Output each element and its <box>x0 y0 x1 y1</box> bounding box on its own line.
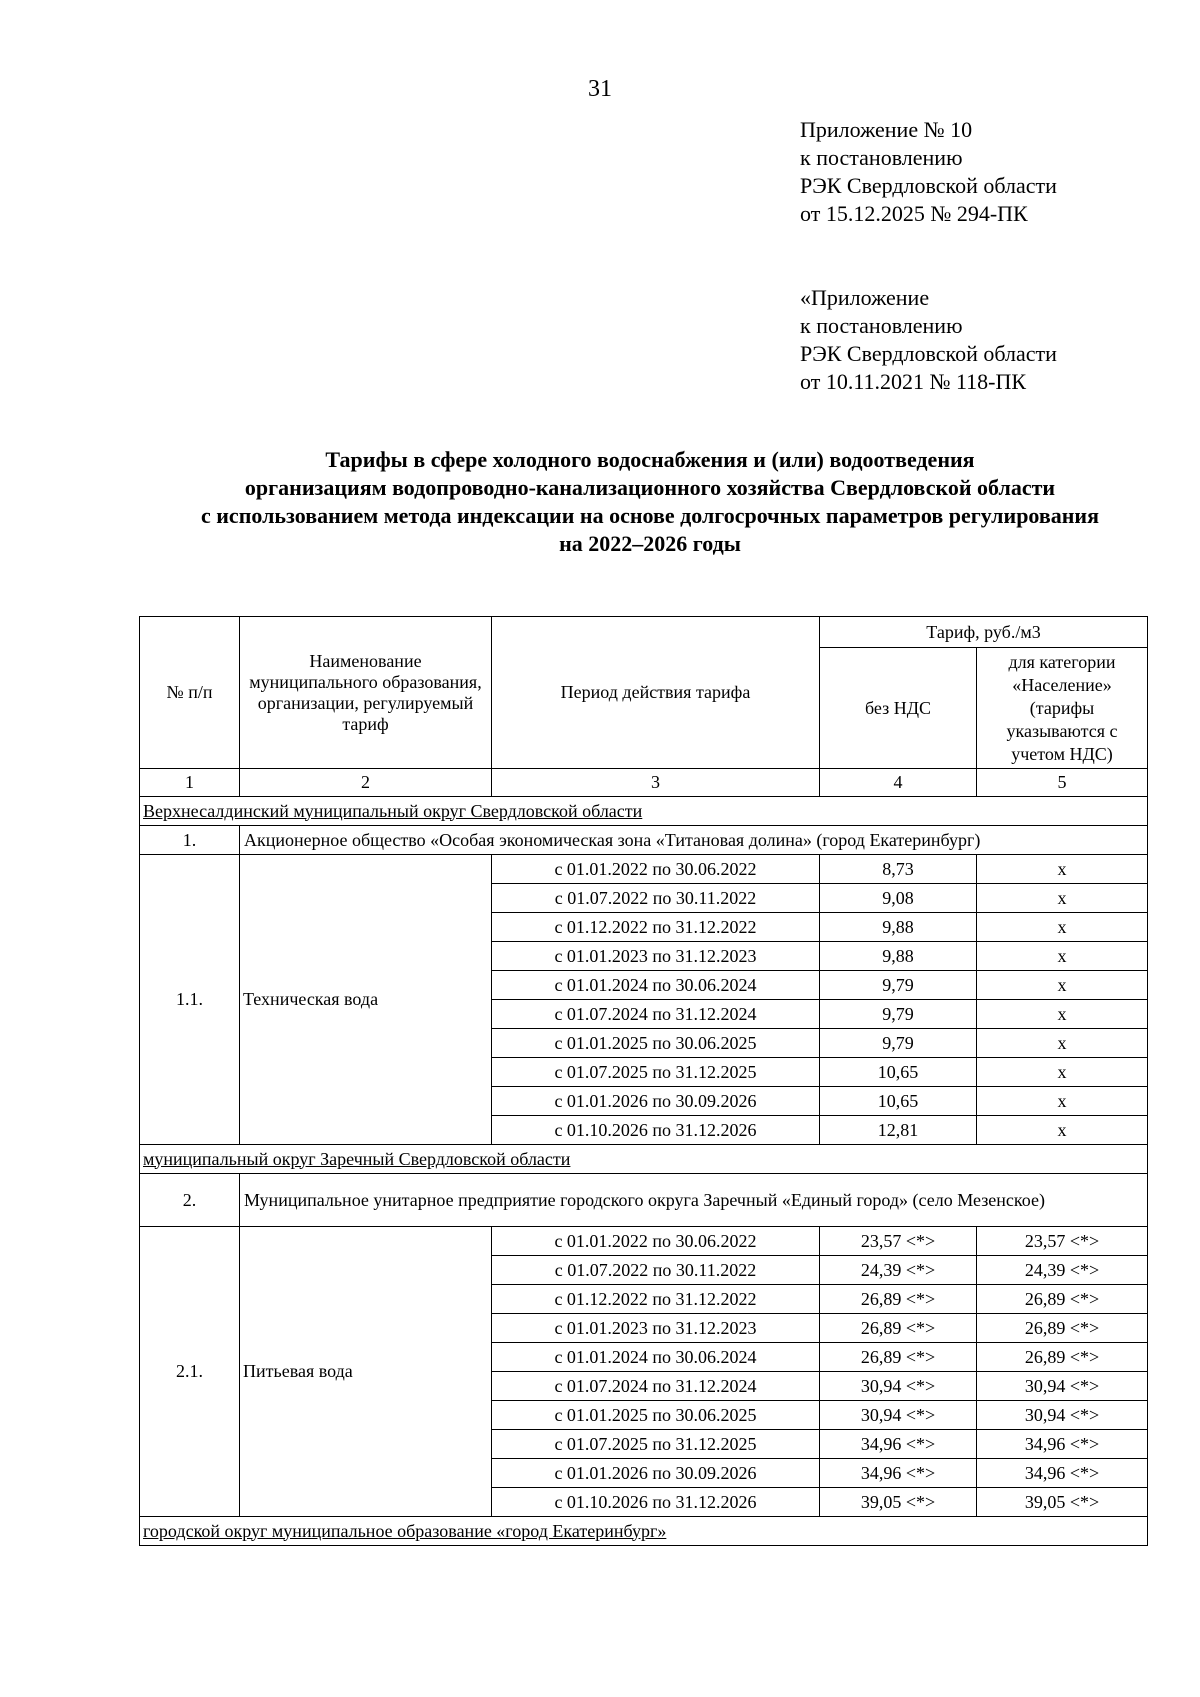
tariff-value-population: 26,89 <*> <box>977 1343 1148 1372</box>
tariff-value-no-vat: 26,89 <*> <box>820 1314 977 1343</box>
tariff-value-population: х <box>977 1116 1148 1145</box>
organization-num: 1. <box>140 826 240 855</box>
column-number: 3 <box>492 769 820 797</box>
appendix-line: «Приложение <box>800 285 930 310</box>
appendix-line: Приложение № 10 <box>800 117 973 142</box>
tariff-value-population: 26,89 <*> <box>977 1285 1148 1314</box>
tariff-period: с 01.07.2024 по 31.12.2024 <box>492 1372 820 1401</box>
tariff-period: с 01.01.2026 по 30.09.2026 <box>492 1459 820 1488</box>
tariff-value-population: 24,39 <*> <box>977 1256 1148 1285</box>
header-tariff: Тариф, руб./м3 <box>820 617 1148 648</box>
tariff-value-population: х <box>977 884 1148 913</box>
header-population: для категории «Население» (тарифы указываются с учетом НДС) <box>977 648 1148 769</box>
section-title: муниципальный округ Заречный Свердловской области <box>140 1145 1148 1174</box>
tariff-value-no-vat: 34,96 <*> <box>820 1430 977 1459</box>
tariff-value-no-vat: 26,89 <*> <box>820 1343 977 1372</box>
tariff-period: с 01.01.2023 по 31.12.2023 <box>492 1314 820 1343</box>
header-name: Наименование муниципального образования, организации, регулируемый тариф <box>240 617 492 769</box>
tariff-value-no-vat: 34,96 <*> <box>820 1459 977 1488</box>
tariff-value-no-vat: 9,88 <box>820 942 977 971</box>
tariff-period: с 01.07.2025 по 31.12.2025 <box>492 1058 820 1087</box>
appendix-line: к постановлению <box>800 313 963 338</box>
tariff-value-population: х <box>977 942 1148 971</box>
tariff-value-no-vat: 9,79 <box>820 971 977 1000</box>
tariff-value-population: х <box>977 1029 1148 1058</box>
tariff-value-no-vat: 9,79 <box>820 1029 977 1058</box>
tariff-period: с 01.01.2023 по 31.12.2023 <box>492 942 820 971</box>
tariff-period: с 01.07.2024 по 31.12.2024 <box>492 1000 820 1029</box>
organization-row <box>140 826 1148 855</box>
tariff-row <box>140 1227 1148 1256</box>
tariff-value-population: 30,94 <*> <box>977 1401 1148 1430</box>
tariff-value-no-vat: 24,39 <*> <box>820 1256 977 1285</box>
tariff-period: с 01.01.2022 по 30.06.2022 <box>492 1227 820 1256</box>
title-line: Тарифы в сфере холодного водоснабжения и (или) водоотведения <box>325 447 975 472</box>
appendix-line: от 15.12.2025 № 294-ПК <box>800 201 1028 226</box>
tariff-value-population: х <box>977 1087 1148 1116</box>
column-number: 4 <box>820 769 977 797</box>
appendix-line: РЭК Свердловской области <box>800 341 1057 366</box>
tariff-value-population: 34,96 <*> <box>977 1430 1148 1459</box>
appendix-line: от 10.11.2021 № 118-ПК <box>800 369 1027 394</box>
tariff-value-no-vat: 10,65 <box>820 1087 977 1116</box>
tariff-value-no-vat: 8,73 <box>820 855 977 884</box>
tariff-num: 2.1. <box>140 1227 240 1517</box>
tariff-value-no-vat: 9,88 <box>820 913 977 942</box>
tariff-value-population: 30,94 <*> <box>977 1372 1148 1401</box>
tariff-value-no-vat: 39,05 <*> <box>820 1488 977 1517</box>
appendix-line: РЭК Свердловской области <box>800 173 1057 198</box>
appendix-original-reference <box>800 284 1057 396</box>
tariff-value-population: х <box>977 1000 1148 1029</box>
appendix-current-reference <box>800 116 1057 228</box>
tariff-value-no-vat: 23,57 <*> <box>820 1227 977 1256</box>
tariff-period: с 01.12.2022 по 31.12.2022 <box>492 913 820 942</box>
tariff-value-population: х <box>977 1058 1148 1087</box>
tariff-table <box>139 616 1148 1546</box>
section-row <box>140 1517 1148 1546</box>
section-title: Верхнесалдинский муниципальный округ Свердловской области <box>140 797 1148 826</box>
column-number: 5 <box>977 769 1148 797</box>
tariff-period: с 01.01.2025 по 30.06.2025 <box>492 1029 820 1058</box>
header-no-vat: без НДС <box>820 648 977 769</box>
tariff-value-population: 23,57 <*> <box>977 1227 1148 1256</box>
tariff-value-population: х <box>977 855 1148 884</box>
tariff-period: с 01.01.2026 по 30.09.2026 <box>492 1087 820 1116</box>
page-number: 31 <box>588 76 612 102</box>
tariff-value-no-vat: 30,94 <*> <box>820 1372 977 1401</box>
organization-name: Муниципальное унитарное предприятие городского округа Заречный «Единый город» (село Мезенское) <box>240 1174 1148 1227</box>
tariff-period: с 01.01.2022 по 30.06.2022 <box>492 855 820 884</box>
header-num: № п/п <box>140 617 240 769</box>
organization-num: 2. <box>140 1174 240 1227</box>
title-line: организациям водопроводно-канализационного хозяйства Свердловской области <box>244 475 1056 500</box>
tariff-period: с 01.01.2024 по 30.06.2024 <box>492 1343 820 1372</box>
tariff-value-no-vat: 26,89 <*> <box>820 1285 977 1314</box>
section-row <box>140 797 1148 826</box>
tariff-value-no-vat: 9,08 <box>820 884 977 913</box>
tariff-period: с 01.07.2022 по 30.11.2022 <box>492 884 820 913</box>
appendix-line: к постановлению <box>800 145 963 170</box>
tariff-num: 1.1. <box>140 855 240 1145</box>
tariff-value-no-vat: 30,94 <*> <box>820 1401 977 1430</box>
tariff-value-population: 34,96 <*> <box>977 1459 1148 1488</box>
title-line: с использованием метода индексации на основе долгосрочных параметров регулирования <box>200 503 1100 528</box>
tariff-value-no-vat: 10,65 <box>820 1058 977 1087</box>
organization-name: Акционерное общество «Особая экономическая зона «Титановая долина» (город Екатеринбург) <box>240 826 1148 855</box>
tariff-value-no-vat: 9,79 <box>820 1000 977 1029</box>
tariff-value-population: 26,89 <*> <box>977 1314 1148 1343</box>
column-number: 1 <box>140 769 240 797</box>
tariff-period: с 01.07.2025 по 31.12.2025 <box>492 1430 820 1459</box>
column-number: 2 <box>240 769 492 797</box>
tariff-period: с 01.07.2022 по 30.11.2022 <box>492 1256 820 1285</box>
document-title <box>100 446 1200 558</box>
tariff-name: Питьевая вода <box>240 1227 492 1517</box>
tariff-name: Техническая вода <box>240 855 492 1145</box>
table-body <box>140 769 1148 1546</box>
header-period: Период действия тарифа <box>492 617 820 769</box>
tariff-value-population: 39,05 <*> <box>977 1488 1148 1517</box>
tariff-period: с 01.01.2024 по 30.06.2024 <box>492 971 820 1000</box>
organization-row <box>140 1174 1148 1227</box>
tariff-period: с 01.10.2026 по 31.12.2026 <box>492 1116 820 1145</box>
section-title: городской округ муниципальное образование «город Екатеринбург» <box>140 1517 1148 1546</box>
tariff-period: с 01.01.2025 по 30.06.2025 <box>492 1401 820 1430</box>
tariff-period: с 01.10.2026 по 31.12.2026 <box>492 1488 820 1517</box>
tariff-value-population: х <box>977 971 1148 1000</box>
tariff-value-population: х <box>977 913 1148 942</box>
tariff-row <box>140 855 1148 884</box>
title-line: на 2022–2026 годы <box>559 531 741 556</box>
section-row <box>140 1145 1148 1174</box>
tariff-period: с 01.12.2022 по 31.12.2022 <box>492 1285 820 1314</box>
tariff-value-no-vat: 12,81 <box>820 1116 977 1145</box>
